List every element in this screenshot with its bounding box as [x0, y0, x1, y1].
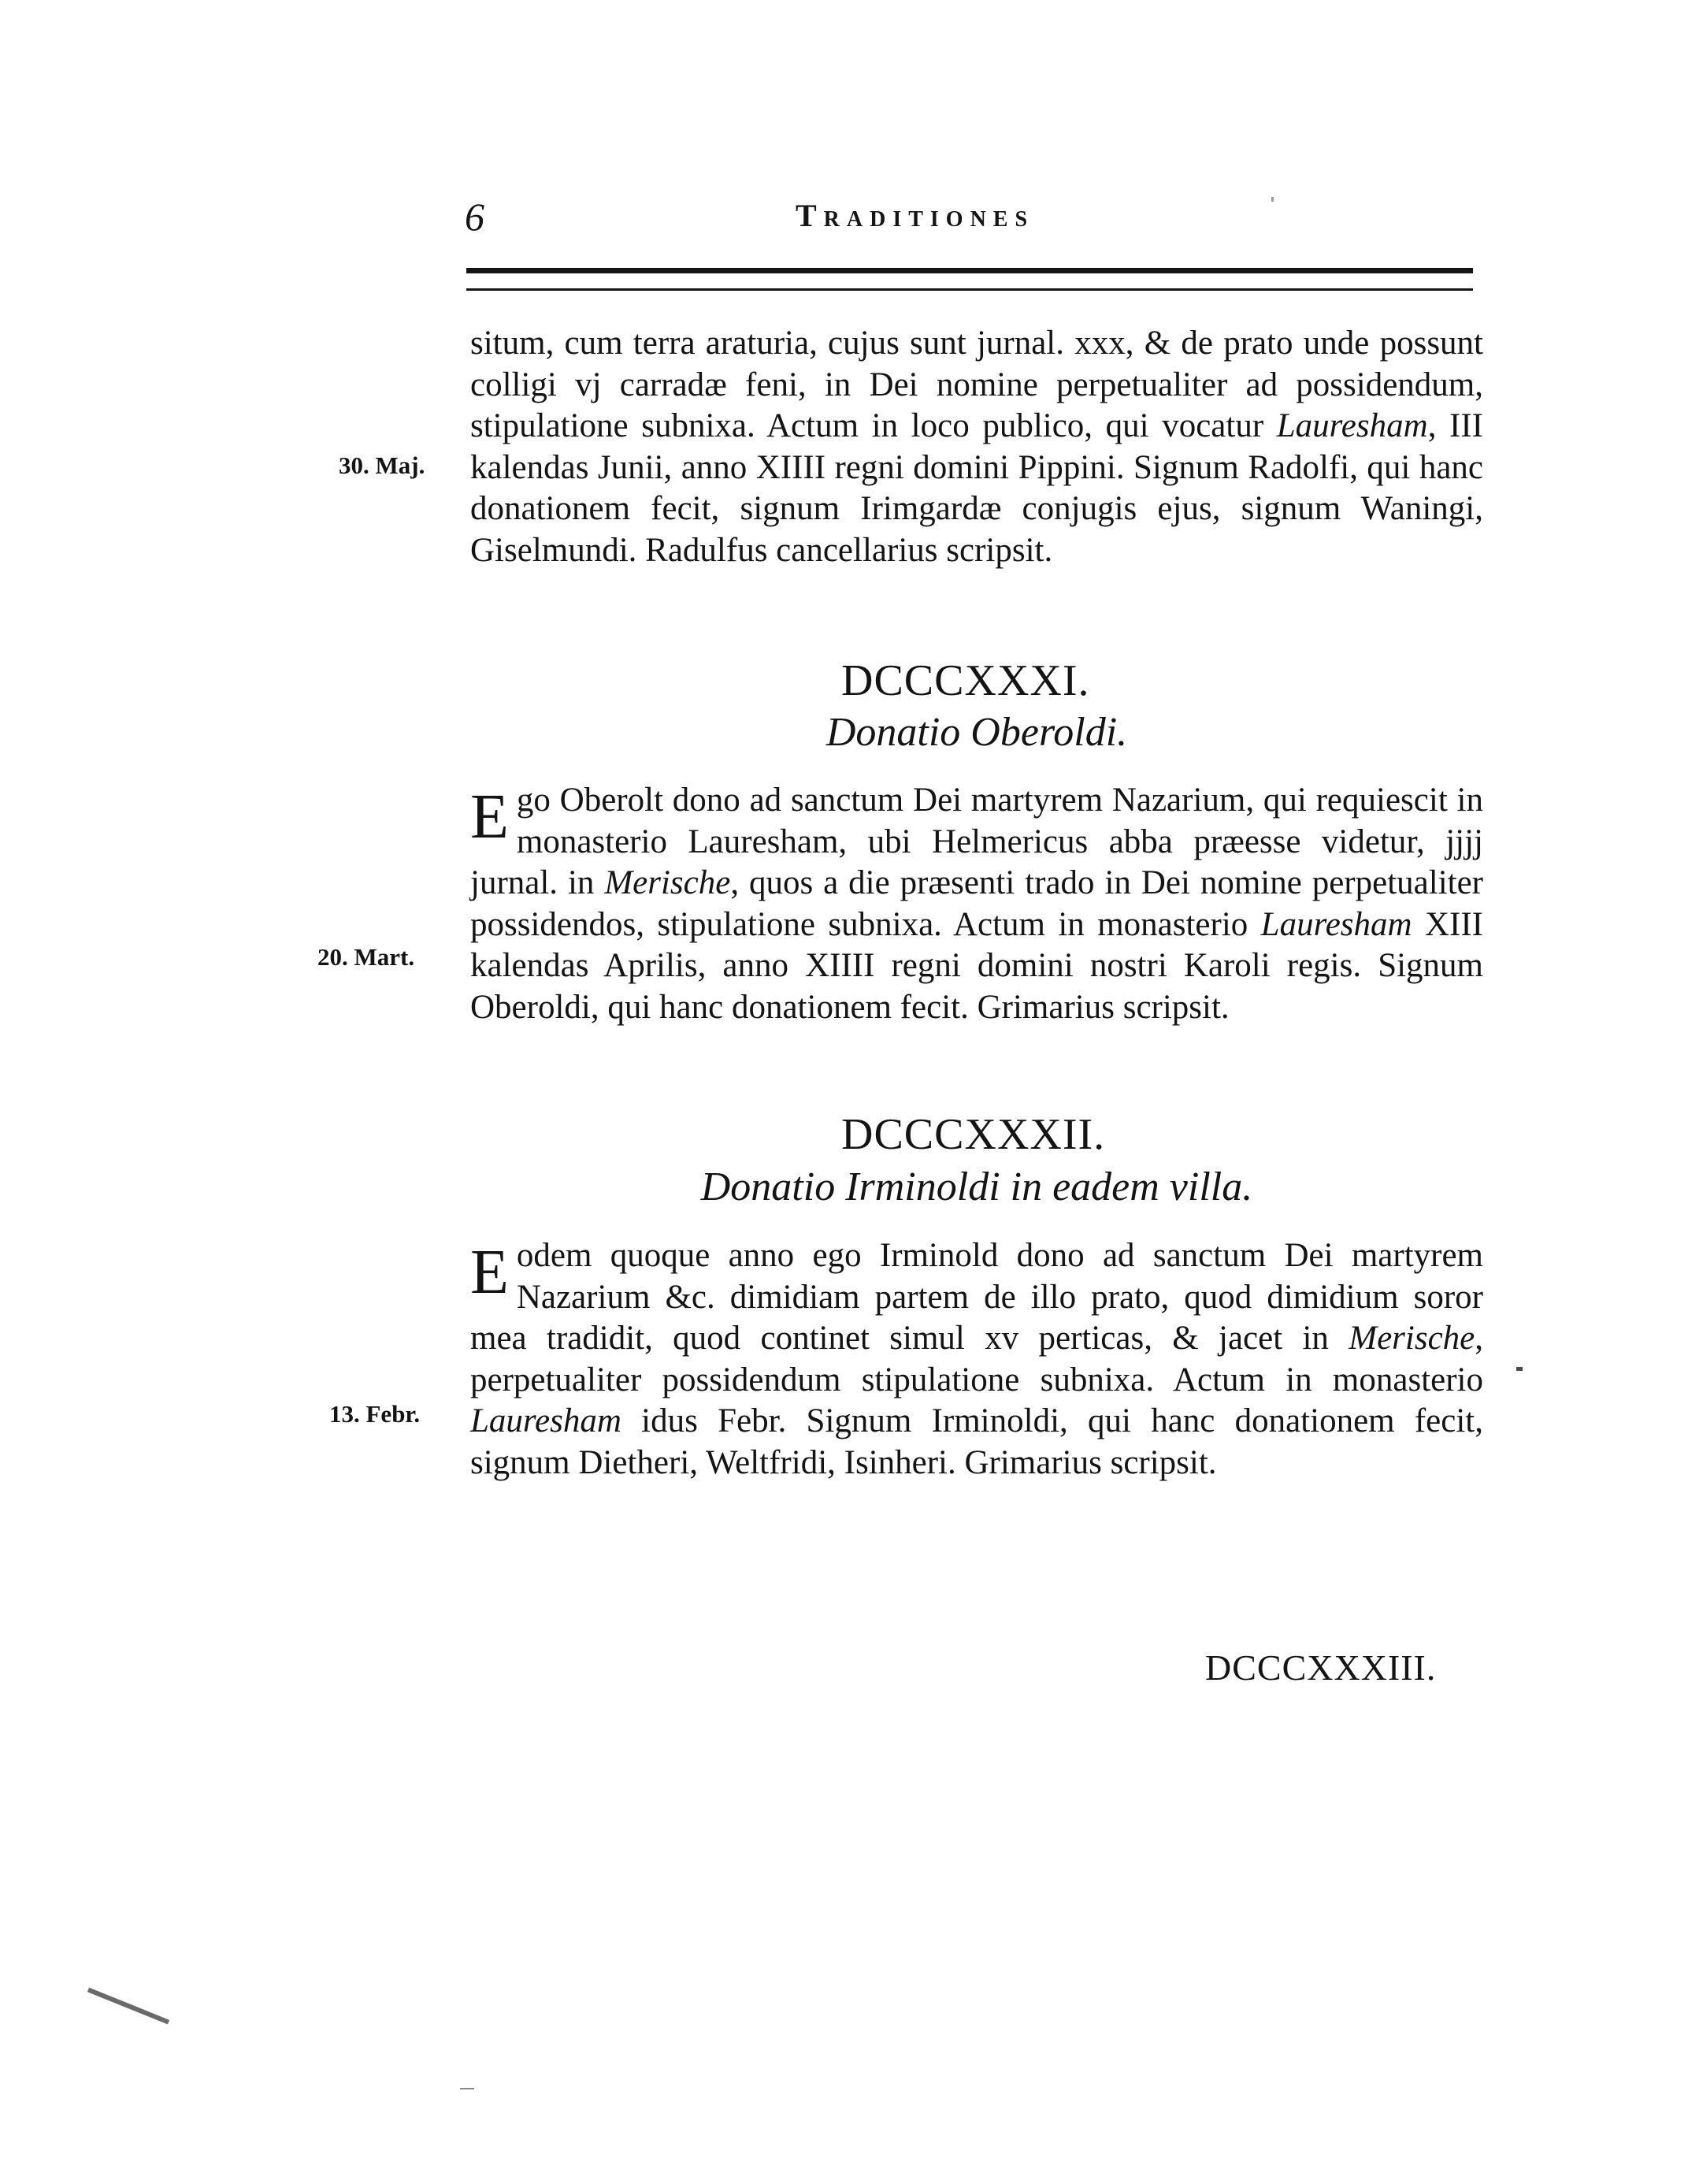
scan-speck — [1516, 1367, 1523, 1371]
paragraph-text: XIII kalendas Aprilis, anno XIIII regni domini nostri Karoli regis. Signum Oberoldi, qui hanc donationem fecit. Grimarius scripsit. — [470, 905, 1483, 1026]
paragraph-text: odem quoque anno ego Irminold dono ad sanctum Dei martyrem Nazarium &c. dimidiam partem de illo prato, quod dimidium soror mea tradidit, quod continet simul xv perticas, & jacet in — [470, 1237, 1483, 1357]
scan-mark — [87, 1988, 169, 2025]
page-number: 6 — [465, 195, 484, 239]
initial-letter: E — [470, 782, 509, 852]
paragraph-text: , III kalendas Junii, anno XIIII regni domini Pippini. Signum Radolfi, qui hanc donationem fecit, signum Irimgardæ conjugis ejus, signum Waningi, Giselmundi. Radulfus cancellarius scripsit. — [470, 407, 1483, 569]
place-name: Merische — [604, 864, 731, 901]
charter-paragraph — [470, 323, 1483, 571]
paragraph-text: idus Febr. Signum Irminoldi, qui hanc donationem fecit, signum Dietheri, Weltfridi, Isinheri. Grimarius scripsit. — [470, 1402, 1483, 1481]
header-rule-thick — [466, 268, 1473, 273]
charter-title: Donatio Oberoldi. — [825, 710, 1128, 755]
initial-letter: E — [470, 1238, 509, 1307]
paragraph-text: , quos a die præsenti trado in Dei nomine perpetualiter possidendos, stipulatione subnixa. Actum in monasterio — [470, 864, 1483, 943]
page-header — [465, 194, 1473, 241]
margin-date-note: 20. Mart. — [317, 943, 415, 971]
charter-title: Donatio Irminoldi in eadem villa. — [700, 1164, 1253, 1209]
running-title: Traditiones — [796, 198, 1035, 233]
charter-paragraph — [470, 780, 1483, 1028]
charter-paragraph — [470, 1235, 1483, 1484]
catchword: DCCCXXXIII. — [1205, 1647, 1437, 1688]
paragraph-text: situm, cum terra araturia, cujus sunt jurnal. xxx, & de prato unde possunt colligi vj carradæ feni, in Dei nomine perpetualiter ad possidendum, stipulatione subnixa. Actum in loco publico, qui vocatur — [470, 325, 1483, 444]
scan-speck — [460, 2088, 474, 2089]
margin-date-note: 13. Febr. — [329, 1400, 421, 1428]
place-name: Lauresham — [1260, 905, 1412, 943]
charter-number: DCCCXXXI. — [841, 656, 1090, 705]
place-name: Merische — [1349, 1320, 1475, 1357]
paragraph-text: go Oberolt dono ad sanctum Dei martyrem Nazarium, qui requiescit in monasterio Lauresham, ubi Helmericus abba præesse videtur, jjjj jurnal. in — [470, 782, 1483, 901]
place-name: Lauresham — [470, 1402, 621, 1439]
charter-number: DCCCXXXII. — [841, 1110, 1106, 1159]
place-name: Lauresham — [1276, 407, 1428, 444]
header-rule-thin — [466, 288, 1473, 291]
scan-speck — [1271, 197, 1274, 202]
paragraph-text: , perpetualiter possidendum stipulatione subnixa. Actum in monasterio — [470, 1320, 1483, 1398]
margin-date-note: 30. Maj. — [339, 451, 425, 479]
